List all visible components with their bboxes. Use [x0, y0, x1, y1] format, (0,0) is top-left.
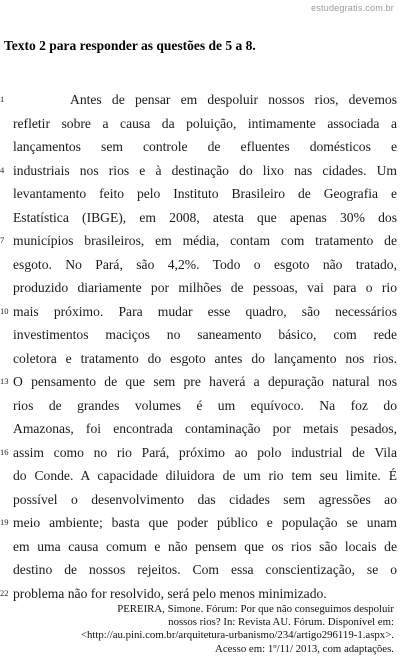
line-text: possível o desenvolvimento das cidades sem agressões ao	[13, 491, 397, 507]
line-text: coletora e tratamento do esgoto antes do lançamento nos rios.	[13, 350, 397, 366]
line-number: 7	[0, 235, 5, 245]
line-text: problema não for resolvido, será pelo menos minimizado.	[13, 585, 327, 601]
text-line	[0, 182, 400, 206]
text-line	[0, 323, 400, 347]
line-text: levantamento feito pelo Instituto Brasileiro de Geografia e	[13, 186, 397, 201]
text-line	[0, 253, 400, 277]
text-line	[0, 347, 400, 371]
text-line	[0, 229, 400, 253]
line-text: refletir sobre a causa da poluição, intimamente associada a	[13, 115, 397, 131]
line-text: industriais nos rios e à destinação do lixo nas cidades. Um	[13, 162, 397, 178]
line-number: 19	[0, 517, 9, 527]
line-text: produzido diariamente por milhões de pessoas, vai para o rio	[13, 280, 397, 295]
line-text: do Conde. A capacidade diluidora de um rio tem seu limite. É	[13, 468, 397, 483]
citation-line: nossos rios? In: Revista AU. Fórum. Disponível em:	[168, 616, 394, 629]
line-text: Amazonas, foi encontrada contaminação por metais pesados,	[13, 421, 397, 436]
text-line	[0, 582, 400, 606]
text-line	[0, 112, 400, 136]
line-text: rios de grandes volumes é um equívoco. Na foz do	[13, 397, 397, 413]
citation-line: Acesso em: 1º/11/ 2013, com adaptações.	[215, 642, 394, 655]
text-line	[0, 394, 400, 418]
text-line	[0, 300, 400, 324]
line-number: 13	[0, 376, 9, 386]
text-body	[0, 88, 400, 605]
text-line	[0, 206, 400, 230]
section-heading: Texto 2 para responder as questões de 5 a 8.	[4, 38, 256, 53]
text-line	[0, 488, 400, 512]
text-line	[0, 511, 400, 535]
text-line	[0, 535, 400, 559]
text-line	[0, 417, 400, 441]
line-text: mais próximo. Para mudar esse quadro, são necessários	[13, 303, 397, 319]
line-number: 16	[0, 446, 9, 457]
text-line	[0, 159, 400, 183]
text-line	[0, 370, 400, 394]
line-text: em uma causa comum e não pensem que os rios são locais de	[13, 538, 397, 554]
line-text: investimentos maciços no saneamento básico, com rede	[13, 327, 397, 342]
text-line	[0, 558, 400, 582]
line-text: destino de nossos rejeitos. Com essa conscientização, se o	[13, 562, 397, 577]
line-number: 22	[0, 587, 9, 598]
line-text: assim como no rio Pará, próximo ao polo industrial de Vila	[13, 444, 397, 460]
line-text: esgoto. No Pará, são 4,2%. Todo o esgoto não tratado,	[13, 256, 397, 272]
line-text: meio ambiente; basta que poder público e população se unam	[13, 515, 397, 530]
line-number: 1	[0, 94, 5, 104]
text-line	[0, 135, 400, 159]
line-text: Antes de pensar em despoluir nossos rios, devemos	[70, 92, 397, 107]
text-line	[0, 464, 400, 488]
source-citation	[40, 603, 394, 656]
text-line	[0, 88, 400, 112]
line-text: municípios brasileiros, em média, contam com tratamento de	[13, 233, 397, 248]
line-text: lançamentos sem controle de efluentes domésticos e	[13, 139, 397, 154]
site-watermark: estudegratis.com.br	[311, 3, 394, 13]
line-number: 10	[0, 305, 9, 316]
text-line	[0, 441, 400, 465]
line-number: 4	[0, 164, 5, 175]
text-line	[0, 276, 400, 300]
line-text: Estatística (IBGE), em 2008, atesta que apenas 30% dos	[13, 209, 397, 225]
citation-line: <http://au.pini.com.br/arquitetura-urbanismo/234/artigo296119-1.aspx>.	[80, 629, 394, 642]
citation-line: PEREIRA, Simone. Fórum: Por que não conseguimos despoluir	[117, 603, 394, 615]
line-text: O pensamento de que sem pre haverá a depuração natural nos	[13, 374, 397, 389]
